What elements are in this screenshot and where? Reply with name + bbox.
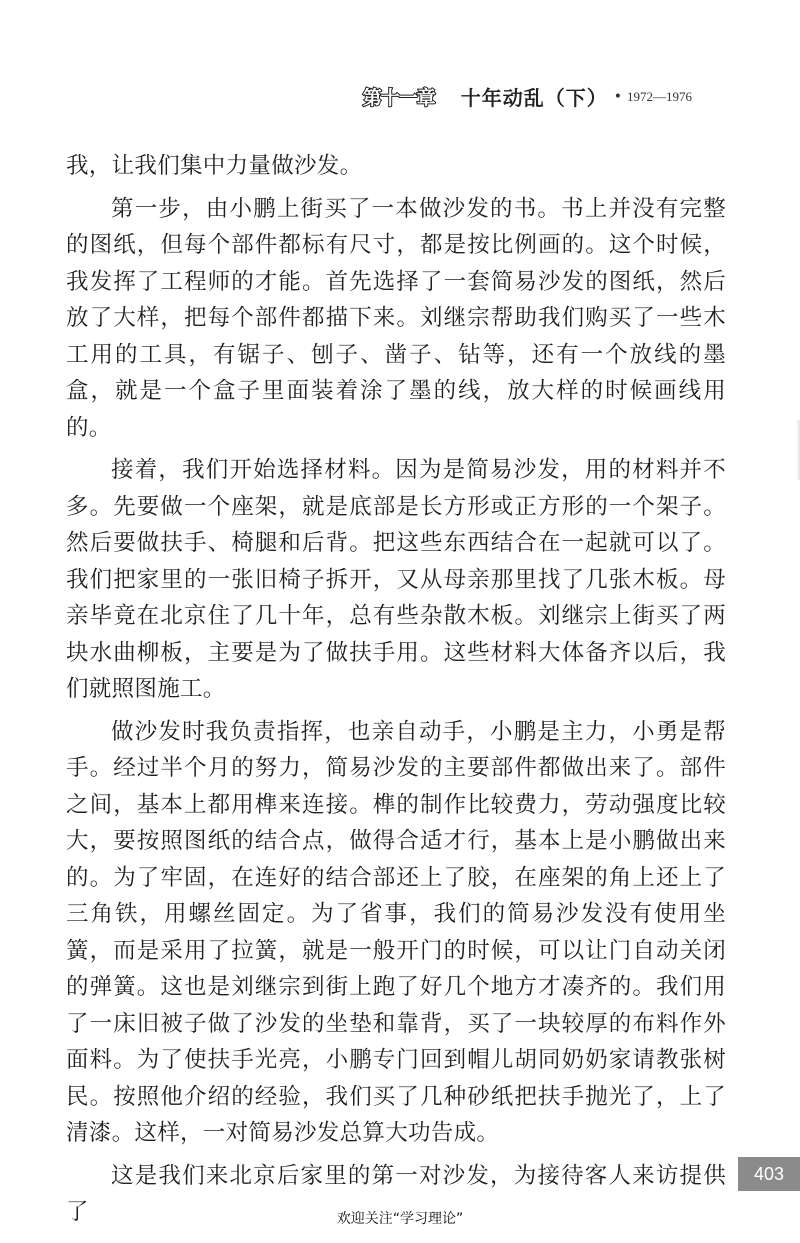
chapter-badge: 第十一章 — [362, 87, 435, 109]
page-number: 403 — [738, 1157, 800, 1191]
paragraph: 接着，我们开始选择材料。因为是简易沙发，用的材料并不多。先要做一个座架，就是底部是长方形或正方形的一个架子。然后要做扶手、椅腿和后背。把这些东西结合在一起就可以了。我们把家里的一张旧椅子拆开，又从母亲那里找了几张木板。母亲毕竟在北京住了几十年，总有些杂散木板。刘继宗上街买了两块水曲柳板，主要是为了做扶手用。这些材料大体备齐以后，我们就照图施工。 — [66, 457, 726, 702]
paragraph: 做沙发时我负责指挥，也亲自动手，小鹏是主力，小勇是帮手。经过半个月的努力，简易沙发的主要部件都做出来了。部件之间，基本上都用榫来连接。榫的制作比较费力，劳动强度比较大，要按照图纸的结合点，做得合适才行，基本上是小鹏做出来的。为了牢固，在连好的结合部还上了胶，在座架的角上还上了三角铁，用螺丝固定。为了省事，我们的简易沙发没有使用坐簧，而是采用了拉簧，就是一般开门的时候，可以让门自动关闭的弹簧。这也是刘继宗到街上跑了好几个地方才凑齐的。我们用了一床旧被子做了沙发的坐垫和靠背，买了一块较厚的布料作外面料。为了使扶手光亮，小鹏专门回到帽儿胡同奶奶家请教张树民。按照他介绍的经验，我们买了几种砂纸把扶手抛光了，上了清漆。这样，一对简易沙发总算大功告成。 — [66, 718, 726, 1146]
chapter-title: 十年动乱（下） — [460, 86, 608, 110]
paragraph-continuation: 我，让我们集中力量做沙发。 — [66, 153, 363, 179]
header-separator: • — [613, 88, 622, 105]
footer-watermark: 欢迎关注“学习理论” — [336, 1211, 464, 1227]
page-edge-shadow — [796, 420, 800, 480]
running-header — [363, 82, 692, 111]
chapter-years: 1972—1976 — [627, 88, 692, 104]
paragraph: 第一步，由小鹏上街买了一本做沙发的书。书上并没有完整的图纸，但每个部件都标有尺寸，都是按比例画的。这个时候，我发挥了工程师的才能。首先选择了一套简易沙发的图纸，然后放了大样，把每个部件都描下来。刘继宗帮助我们购买了一些木工用的工具，有锯子、刨子、凿子、钻等，还有一个放线的墨盒，就是一个盒子里面装着涂了墨的线，放大样的时候画线用的。 — [66, 195, 726, 441]
page-body — [66, 148, 726, 1231]
paragraph: 这是我们来北京后家里的第一对沙发，为接待客人来访提供了 — [66, 1162, 726, 1225]
